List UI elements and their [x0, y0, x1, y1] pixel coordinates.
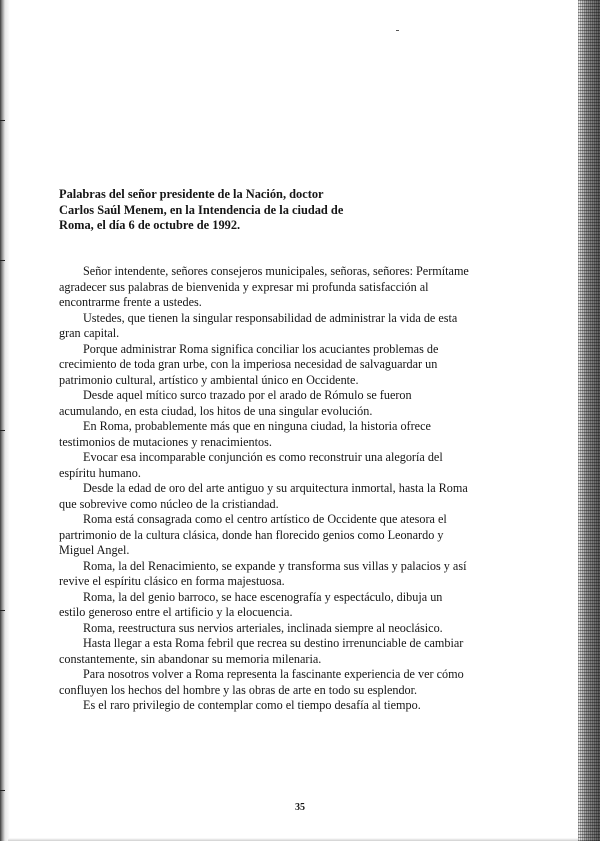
paragraph: Desde aquel mítico surco trazado por el arado de Rómulo se fueron acumulando, en esta ciudad, los hitos de una singular evolución.: [59, 388, 412, 418]
paragraph: En Roma, probablemente más que en ninguna ciudad, la historia ofrece testimonios de mutaciones y renacimientos.: [59, 419, 431, 449]
edge-mark: [0, 610, 5, 611]
paragraph: Para nosotros volver a Roma representa la fascinante experiencia de ver cómo confluyen los hechos del hombre y las obras de arte en todo su esplendor.: [59, 667, 464, 697]
binding-edge: [0, 0, 10, 841]
scan-border: [578, 0, 600, 841]
paragraph: Ustedes, que tienen la singular responsabilidad de administrar la vida de esta gran capital.: [59, 310, 458, 340]
edge-mark: [0, 790, 5, 791]
page-number: 35: [295, 802, 305, 813]
scan-speck: [396, 30, 399, 31]
paragraph: Evocar esa incomparable conjunción es como reconstruir una alegoría del espíritu humano.: [59, 450, 443, 480]
paragraph: Señor intendente, señores consejeros municipales, señoras, señores: Permítame agradecer sus palabras de bienvenida y expresar mi profunda satisfacción al encontrarme frente a ustedes.: [59, 264, 469, 309]
edge-mark: [0, 430, 5, 431]
edge-mark: [0, 120, 5, 121]
paragraph: Roma, reestructura sus nervios arteriales, inclinada siempre al neoclásico.: [83, 620, 443, 635]
paragraph: Roma, la del Renacimiento, se expande y transforma sus villas y palacios y así revive el espíritu clásico en forma majestuosa.: [59, 558, 467, 588]
paragraph: Hasta llegar a esta Roma febril que recrea su destino irrenunciable de cambiar constantemente, sin abandonar su memoria milenaria.: [59, 636, 464, 666]
edge-mark: [0, 260, 5, 261]
page-title: Palabras del señor presidente de la Nación, doctor Carlos Saúl Menem, en la Intendencia de la ciudad de Roma, el día 6 de octubre de 1992.: [59, 187, 344, 233]
paragraph: Roma, la del genio barroco, se hace escenografía y espectáculo, dibuja un estilo generoso entre el artificio y la elocuencia.: [59, 589, 443, 619]
speech-body: [59, 264, 469, 714]
paragraph: Desde la edad de oro del arte antiguo y su arquitectura inmortal, hasta la Roma que sobrevive como núcleo de la cristiandad.: [59, 481, 468, 511]
paragraph: Porque administrar Roma significa conciliar los acuciantes problemas de crecimiento de toda gran urbe, con la imperiosa necesidad de salvaguardar un patrimonio cultural, artístico y ambiental único en Occidente.: [59, 341, 439, 387]
paragraph: Roma está consagrada como el centro artístico de Occidente que atesora el partrimonio de la cultura clásica, donde han florecido genios como Leonardo y Miguel Angel.: [59, 512, 447, 557]
paragraph: Es el raro privilegio de contemplar como el tiempo desafía al tiempo.: [83, 698, 421, 712]
